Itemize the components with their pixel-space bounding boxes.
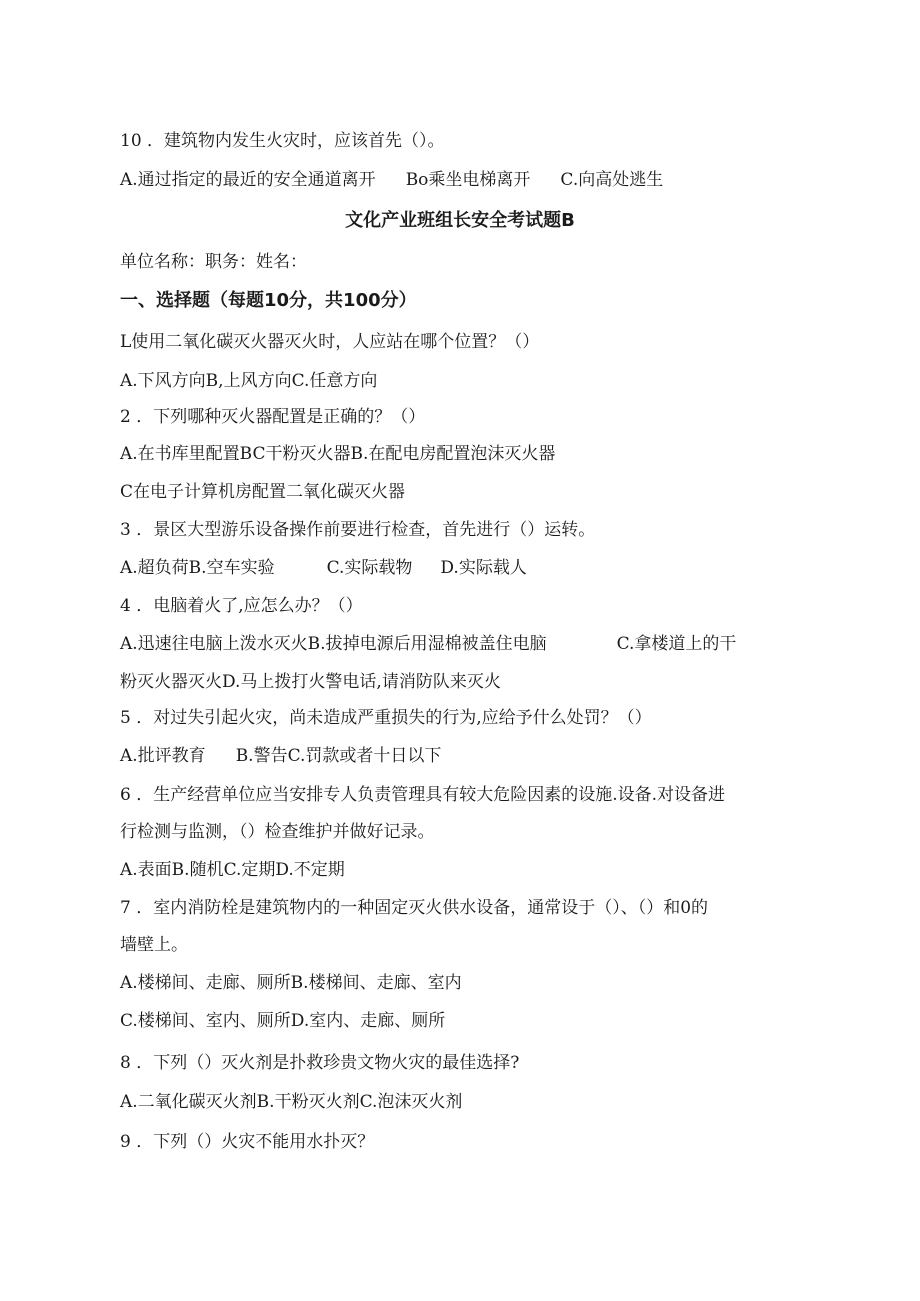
question-6-options: A.表面B.随机C.定期D.不定期 (120, 860, 345, 880)
question-4-options (120, 633, 736, 655)
question-3-options-ab: A.超负荷B.空车实验 (120, 558, 275, 578)
question-4-option-c: C.拿楼道上的干 (616, 634, 737, 654)
question-10: 10 ．建筑物内发生火灾时，应该首先（）。 (120, 131, 445, 151)
question-6-line-1: 6 ．生产经营单位应当安排专人负责管理具有较大危险因素的设施.设备.对设备进 (120, 785, 726, 805)
question-4-options-ab: A.迅速往电脑上泼水灭火B.拔掉电源后用湿棉被盖住电脑 (120, 634, 547, 654)
question-5-options-bc: B.警告C.罚款或者十日以下 (235, 746, 442, 766)
question-7-line-2: 墙壁上。 (120, 935, 188, 955)
question-5-options (120, 745, 441, 767)
question-7-line-1: 7 ．室内消防栓是建筑物内的一种固定灭火供水设备，通常设于（）、（）和0的 (120, 898, 709, 918)
question-3-option-c: C.实际载物 (326, 558, 413, 578)
question-7-options-cd: C.楼梯间、室内、厕所D.室内、走廊、厕所 (120, 1011, 446, 1031)
question-3: 3 ．景区大型游乐设备操作前要进行检查，首先进行（）运转。 (120, 520, 596, 540)
question-2-option-c: C在电子计算机房配置二氧化碳灭火器 (120, 482, 406, 502)
question-8: 8 ．下列（）灭火剂是扑救珍贵文物火灾的最佳选择? (120, 1053, 520, 1073)
question-4-options-continued: 粉灭火器灭火D.马上拨打火警电话,请消防队来灭火 (120, 672, 501, 692)
question-2: 2 ．下列哪种灭火器配置是正确的？（） (120, 407, 426, 427)
question-3-options (120, 557, 527, 579)
question-10-option-a: A.通过指定的最近的安全通道离开 (120, 170, 376, 190)
question-3-option-d: D.实际载人 (440, 558, 527, 578)
exam-title: 文化产业班组长安全考试题B (345, 210, 575, 231)
question-8-options: A.二氧化碳灭火剂B.干粉灭火剂C.泡沫灭火剂 (120, 1092, 463, 1112)
question-5: 5 ．对过失引起火灾，尚未造成严重损失的行为,应给予什么处罚？（） (120, 708, 652, 728)
question-5-option-a: A.批评教育 (120, 746, 206, 766)
unit-info: 单位名称：职务：姓名： (120, 252, 307, 272)
question-2-options-ab: A.在书库里配置BC干粉灭火器B.在配电房配置泡沫灭火器 (120, 444, 556, 464)
question-1-options: A.下风方向B,上风方向C.任意方向 (120, 371, 378, 391)
question-10-option-c: C.向高处逃生 (560, 170, 664, 190)
question-6-line-2: 行检测与监测，（）检查维护并做好记录。 (120, 822, 435, 842)
section-heading: 一、选择题（每题10分，共100分） (120, 290, 417, 311)
question-10-options (120, 169, 663, 191)
question-1: L使用二氧化碳灭火器灭火时，人应站在哪个位置？（） (120, 332, 540, 352)
question-4: 4 ．电脑着火了,应怎么办？（） (120, 596, 363, 616)
question-7-options-ab: A.楼梯间、走廊、厕所B.楼梯间、走廊、室内 (120, 973, 462, 993)
question-9: 9 ．下列（）火灾不能用水扑灭？ (120, 1132, 375, 1152)
question-10-option-b: Bo乘坐电梯离开 (405, 170, 531, 190)
